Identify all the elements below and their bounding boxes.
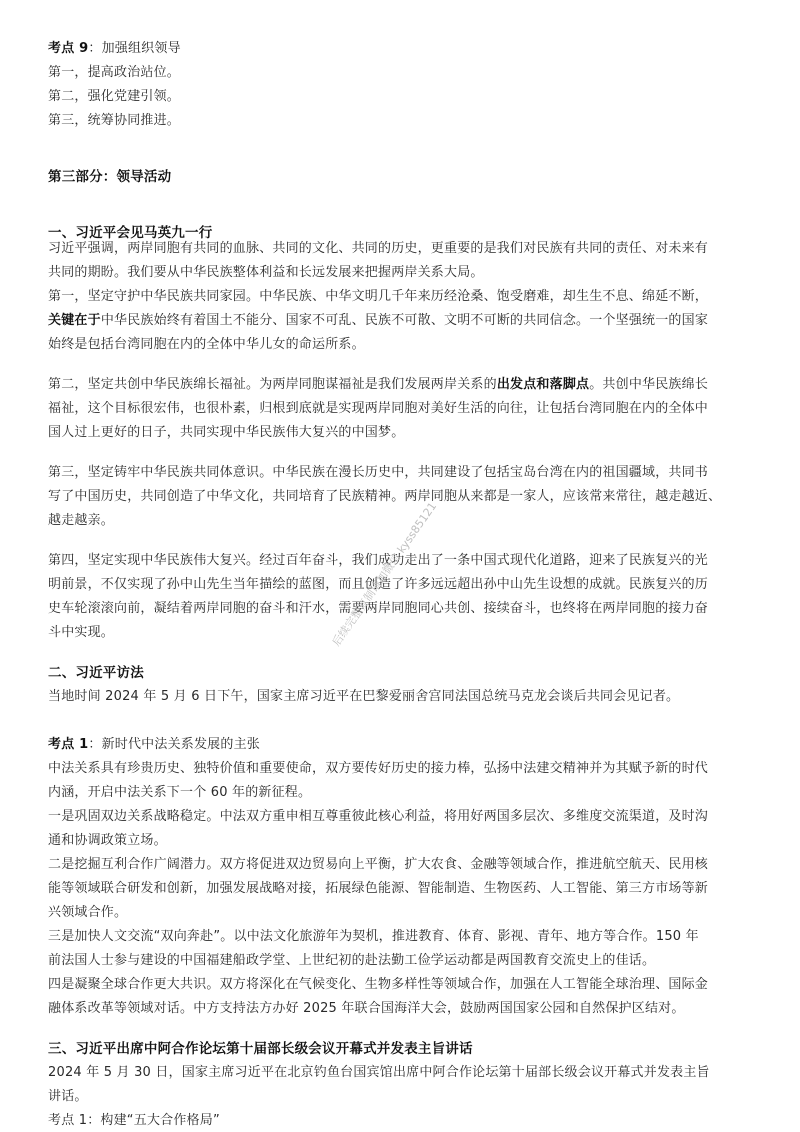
text-run: 第一，提高政治站位。 — [48, 65, 181, 80]
text-line — [48, 1065, 710, 1081]
bold-run: 第三部分：领导活动 — [48, 169, 172, 185]
text-line — [48, 425, 404, 441]
text-line — [48, 89, 180, 105]
text-run: 通和协调政策立场。 — [48, 833, 167, 848]
text-line — [48, 265, 484, 281]
text-line — [48, 1113, 220, 1129]
text-line — [48, 489, 721, 505]
text-line — [48, 761, 708, 777]
text-line — [48, 665, 144, 682]
text-run: 中法关系具有珍贵历史、独特价值和重要使命，双方要传好历史的接力棒，弘扬中法建交精神并为其赋予新的时代 — [48, 761, 709, 776]
text-run: 第二，强化党建引领。 — [48, 89, 181, 104]
text-line — [48, 65, 180, 81]
bold-run: 一、习近平会见马英九一行 — [48, 225, 213, 241]
bold-run: 三、习近平出席中阿合作论坛第十届部长级会议开幕式并发表主旨讲话 — [48, 1041, 473, 1057]
text-run: 第三，统筹协同推进。 — [48, 113, 181, 128]
text-line — [48, 977, 708, 993]
text-line — [48, 953, 655, 969]
text-line — [48, 809, 708, 825]
text-line — [48, 465, 708, 481]
text-run: 明前景，不仅实现了孙中山先生当年描绘的蓝图，而且创造了许多远远超出孙中山先生设想的成就。民族复兴的历 — [48, 577, 709, 592]
text-run: 始终是包括台湾同胞在内的全体中华儿女的命运所系。 — [48, 337, 365, 352]
text-line — [48, 881, 708, 897]
text-run: 第三，坚定铸牢中华民族共同体意识。中华民族在漫长历史中，共同建设了包括宝岛台湾在内的祖国疆域，共同书 — [48, 465, 709, 480]
text-run: 2024 年 5 月 30 日，国家主席习近平在北京钓鱼台国宾馆出席中阿合作论坛第十届部长级会议开幕式并发表主旨 — [48, 1065, 710, 1080]
text-run: ：新时代中法关系发展的主张 — [88, 737, 260, 752]
text-run: 中华民族始终有着国土不能分、国家不可乱、民族不可散、文明不可断的共同信念。一个坚强统一的国家 — [100, 313, 709, 328]
text-run: 。共创中华民族绵长 — [589, 377, 709, 392]
text-run: 国人过上更好的日子，共同实现中华民族伟大复兴的中国梦。 — [48, 425, 405, 440]
text-run: 前法国人士参与建设的中国福建船政学堂、上世纪初的赴法勤工俭学运动都是两国教育交流史上的佳话。 — [48, 953, 656, 968]
text-run: 习近平强调，两岸同胞有共同的血脉、共同的文化、共同的历史，更重要的是我们对民族有共同的责任、对未来有 — [48, 241, 709, 256]
text-line — [48, 833, 167, 849]
text-run: 当地时间 2024 年 5 月 6 日下午，国家主席习近平在巴黎爱丽舍宫同法国总统马克龙会谈后共同会见记者。 — [48, 689, 680, 704]
text-run: 第一，坚定守护中华民族共同家园。中华民族、中华文明几千年来历经沧桑、饱受磨难，却生生不息、绵延不断， — [48, 289, 709, 304]
text-run: 共同的期盼。我们要从中华民族整体利益和长远发展来把握两岸关系大局。 — [48, 265, 484, 280]
text-line — [48, 113, 180, 129]
text-line — [48, 1089, 88, 1105]
text-line — [48, 601, 708, 617]
text-line — [48, 1001, 685, 1017]
text-run: 写了中国历史，共同创造了中华文化，共同培育了民族精神。两岸同胞从来都是一家人，应该常来常往，越走越近、 — [48, 489, 722, 504]
text-line — [48, 905, 127, 921]
text-run: 内涵，开启中法关系下一个 60 年的新征程。 — [48, 785, 312, 800]
text-line — [48, 1041, 473, 1058]
watermark: 后续完整复制请加微信 kyss85121 — [329, 499, 440, 649]
text-run: 第四，坚定实现中华民族伟大复兴。经过百年奋斗，我们成功走出了一条中国式现代化道路，迎来了民族复兴的光 — [48, 553, 709, 568]
text-run: 福祉，这个目标很宏伟，也很朴素，归根到底就是实现两岸同胞对美好生活的向往，让包括台湾同胞在内的全体中 — [48, 401, 709, 416]
bold-run: 考点 9 — [48, 41, 89, 56]
text-run: 能等领域联合研发和创新，加强发展战略对接，拓展绿色能源、智能制造、生物医药、人工智能、第三方市场等新 — [48, 881, 709, 896]
text-run: 斗中实现。 — [48, 625, 115, 640]
text-run: 考点 1：构建“五大合作格局” — [48, 1113, 220, 1128]
text-line — [48, 689, 679, 705]
text-line — [48, 929, 699, 945]
text-run: ：加强组织领导 — [88, 41, 181, 56]
bold-run: 二、习近平访法 — [48, 665, 144, 681]
text-run: 第二，坚定共创中华民族绵长福祉。为两岸同胞谋福祉是我们发展两岸关系的 — [48, 377, 497, 392]
text-line — [48, 377, 708, 393]
text-line — [48, 513, 114, 529]
text-run: 三是加快人文交流“双向奔赴”。以中法文化旅游年为契机，推进教育、体育、影视、青年、地方等合作。150 年 — [48, 929, 699, 944]
text-line — [48, 857, 708, 873]
text-line — [48, 401, 708, 417]
text-line — [48, 241, 708, 257]
text-run: 二是挖掘互利合作广阔潜力。双方将促进双边贸易向上平衡，扩大农食、金融等领域合作，推进航空航天、民用核 — [48, 857, 709, 872]
text-run: 融体系改革等领域对话。中方支持法方办好 2025 年联合国海洋大会，鼓励两国国家公园和自然保护区结对。 — [48, 1001, 685, 1016]
text-line — [48, 41, 181, 57]
text-run: 兴领域合作。 — [48, 905, 128, 920]
text-line — [48, 225, 212, 242]
text-line — [48, 289, 708, 305]
text-run: 越走越亲。 — [48, 513, 115, 528]
text-line — [48, 785, 311, 801]
text-run: 讲话。 — [48, 1089, 88, 1104]
text-line — [48, 169, 171, 186]
text-run: 一是巩固双边关系战略稳定。中法双方重申相互尊重彼此核心利益，将用好两国多层次、多维度交流渠道，及时沟 — [48, 809, 709, 824]
text-run: 史车轮滚滚向前，凝结着两岸同胞的奋斗和汗水，需要两岸同胞同心共创、接续奋斗，也终将在两岸同胞的接力奋 — [48, 601, 709, 616]
bold-run: 考点 1 — [48, 737, 89, 752]
bold-run: 出发点和落脚点 — [496, 377, 590, 392]
bold-run: 关键在于 — [48, 313, 101, 328]
text-line — [48, 337, 365, 353]
text-line — [48, 625, 114, 641]
text-line — [48, 737, 260, 753]
text-line — [48, 313, 708, 329]
text-run: 四是凝聚全球合作更大共识。双方将深化在气候变化、生物多样性等领域合作，加强在人工智能全球治理、国际金 — [48, 977, 709, 992]
